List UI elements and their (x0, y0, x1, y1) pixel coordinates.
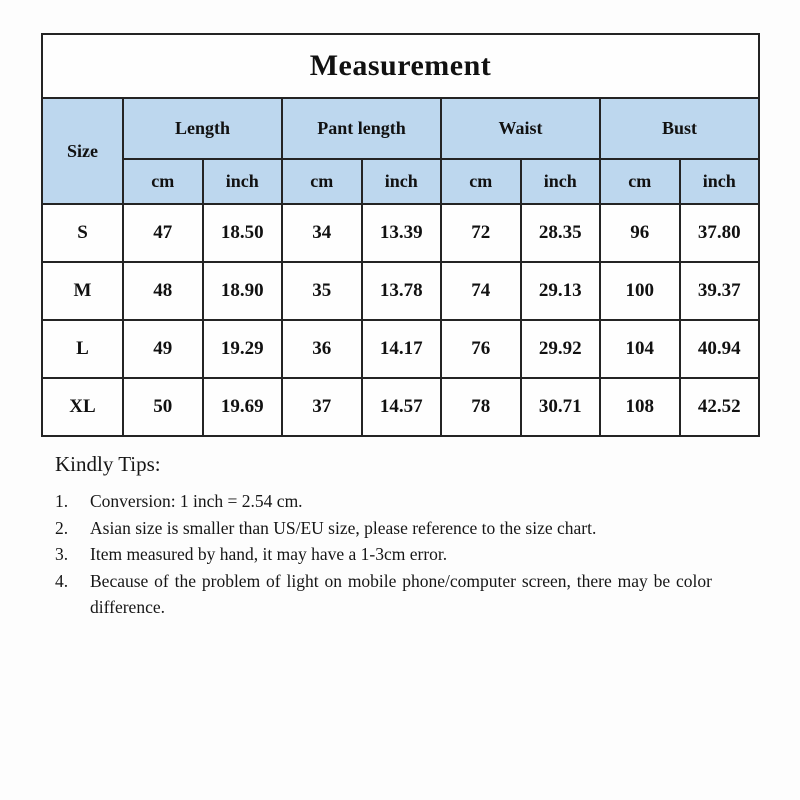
table-cell: 108 (600, 378, 680, 436)
table-cell: 28.35 (521, 204, 601, 262)
size-column-header: Size (42, 98, 123, 204)
size-cell: S (42, 204, 123, 262)
table-cell: 49 (123, 320, 203, 378)
table-cell: 72 (441, 204, 521, 262)
table-cell: 50 (123, 378, 203, 436)
table-cell: 19.69 (203, 378, 283, 436)
unit-header-cm: cm (441, 159, 521, 204)
unit-header-inch: inch (362, 159, 442, 204)
unit-header-inch: inch (521, 159, 601, 204)
table-row-l (42, 320, 759, 378)
size-cell: M (42, 262, 123, 320)
group-header-row (42, 98, 759, 159)
table-row-s (42, 204, 759, 262)
table-cell: 37 (282, 378, 362, 436)
table-cell: 37.80 (680, 204, 760, 262)
table-cell: 36 (282, 320, 362, 378)
table-title: Measurement (42, 34, 759, 98)
group-header-length: Length (123, 98, 282, 159)
table-cell: 34 (282, 204, 362, 262)
unit-header-row (42, 159, 759, 204)
table-cell: 35 (282, 262, 362, 320)
title-row (42, 34, 759, 98)
tips-heading: Kindly Tips: (55, 452, 161, 476)
unit-header-cm: cm (600, 159, 680, 204)
table-cell: 13.39 (362, 204, 442, 262)
table-cell: 19.29 (203, 320, 283, 378)
table-cell: 13.78 (362, 262, 442, 320)
table-cell: 48 (123, 262, 203, 320)
group-header-pant-length: Pant length (282, 98, 441, 159)
table-cell: 14.57 (362, 378, 442, 436)
size-cell: XL (42, 378, 123, 436)
table-cell: 14.17 (362, 320, 442, 378)
tips-list (55, 488, 712, 621)
table-row-xl (42, 378, 759, 436)
unit-header-inch: inch (203, 159, 283, 204)
table-cell: 96 (600, 204, 680, 262)
table-cell: 74 (441, 262, 521, 320)
unit-header-cm: cm (282, 159, 362, 204)
table-cell: 104 (600, 320, 680, 378)
table-cell: 40.94 (680, 320, 760, 378)
table-cell: 29.13 (521, 262, 601, 320)
tip-item-asian-size: Asian size is smaller than US/EU size, please reference to the size chart. (90, 517, 597, 538)
unit-header-cm: cm (123, 159, 203, 204)
table-cell: 76 (441, 320, 521, 378)
tip-item-color-difference: Because of the problem of light on mobile phone/computer screen, there may be color difference. (90, 570, 712, 617)
table-cell: 18.50 (203, 204, 283, 262)
size-cell: L (42, 320, 123, 378)
tip-item-conversion: Conversion: 1 inch = 2.54 cm. (90, 491, 303, 511)
measurement-table (41, 33, 760, 437)
table-cell: 78 (441, 378, 521, 436)
table-cell: 30.71 (521, 378, 601, 436)
tips-section (55, 449, 712, 621)
table-cell: 29.92 (521, 320, 601, 378)
group-header-bust: Bust (600, 98, 759, 159)
table-row-m (42, 262, 759, 320)
group-header-waist: Waist (441, 98, 600, 159)
table-cell: 100 (600, 262, 680, 320)
unit-header-inch: inch (680, 159, 760, 204)
table-cell: 18.90 (203, 262, 283, 320)
table-cell: 39.37 (680, 262, 760, 320)
table-cell: 47 (123, 204, 203, 262)
table-cell: 42.52 (680, 378, 760, 436)
tip-item-measure-error: Item measured by hand, it may have a 1-3cm error. (90, 544, 448, 564)
